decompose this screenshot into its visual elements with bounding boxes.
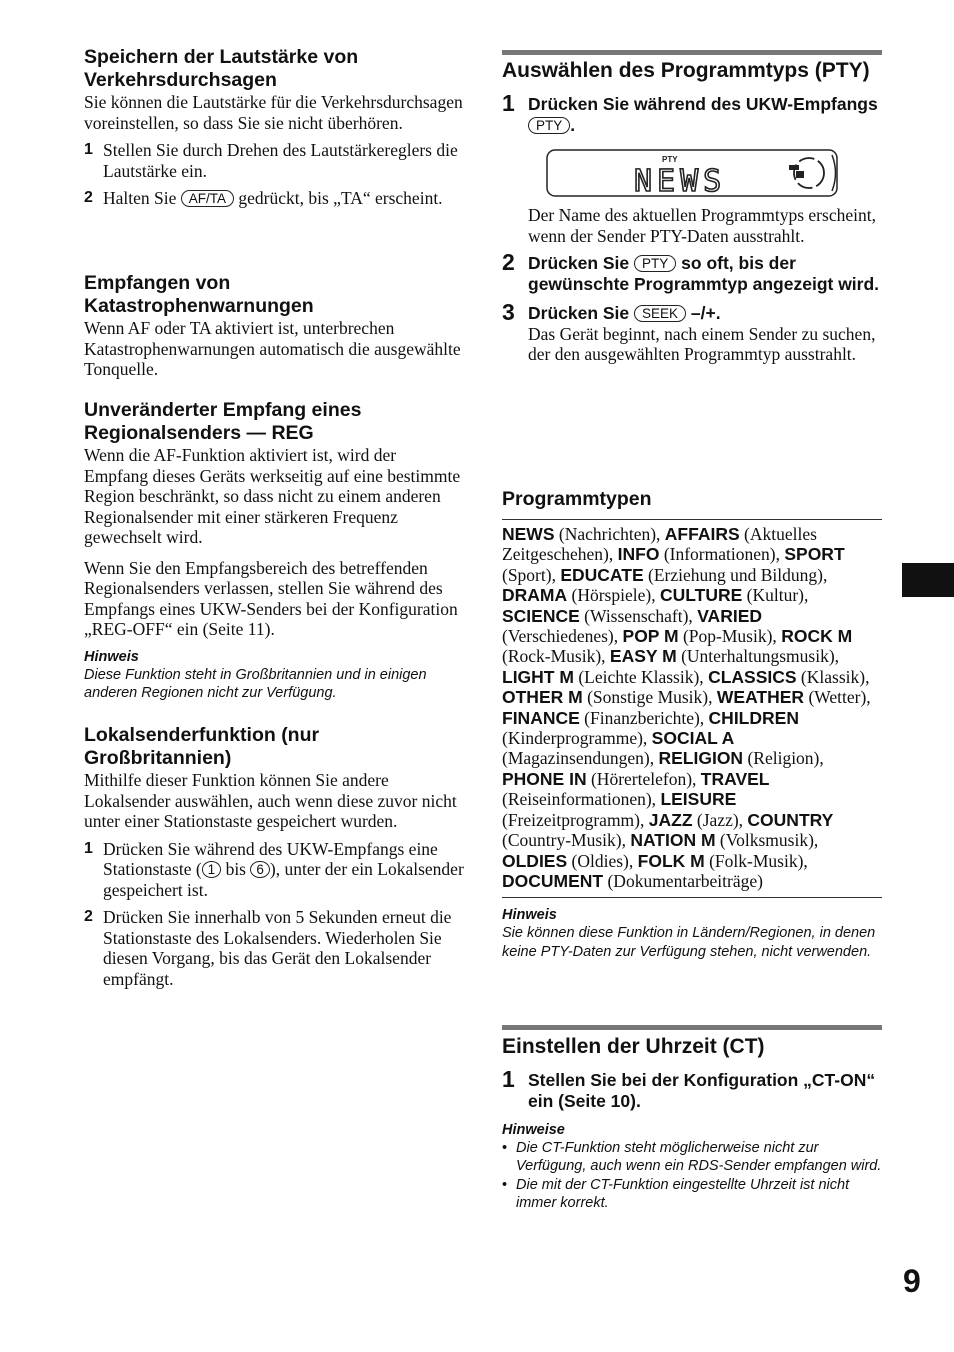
program-type-code: VARIED	[697, 605, 763, 626]
program-type-desc: (Jazz),	[692, 809, 748, 830]
note-text: Diese Funktion steht in Großbritannien und in einigen anderen Regionen nicht zur Verfügung.	[84, 666, 427, 701]
step-text-post: –/+.	[686, 303, 721, 323]
note-text: Die CT-Funktion steht möglicherweise nicht zur Verfügung, auch wenn ein RDS-Sender empfangen wird.	[516, 1140, 882, 1175]
program-type-code: TRAVEL	[700, 768, 770, 789]
program-type-desc: (Aktuelles Zeitgeschehen),	[502, 524, 817, 565]
program-type-code: SOCIAL A	[651, 728, 735, 749]
program-type-code: POP M	[622, 626, 679, 647]
step-number: 2	[502, 249, 515, 275]
note-bullet	[502, 1176, 882, 1213]
step-item	[502, 1066, 882, 1111]
program-type-desc: (Folk-Musik),	[704, 850, 808, 871]
step-number: 2	[84, 189, 93, 206]
program-type-code: AFFAIRS	[664, 524, 740, 544]
section-rule	[502, 1025, 882, 1030]
program-type-desc: (Reiseinformationen),	[502, 789, 661, 810]
af-ta-key: AF/TA	[181, 190, 234, 207]
step-item	[84, 839, 464, 901]
step-item	[84, 188, 464, 209]
step-number: 1	[84, 141, 93, 158]
step-item	[502, 249, 882, 294]
program-type-code: PHONE IN	[502, 768, 587, 789]
program-type-desc: (Wissenschaft),	[579, 605, 698, 626]
program-type-desc: (Hörertelefon),	[586, 768, 701, 789]
program-type-code: CHILDREN	[708, 707, 799, 728]
note-title: Hinweis	[502, 907, 557, 924]
section-ct	[502, 1034, 882, 1212]
program-type-code: FINANCE	[502, 707, 580, 728]
step-number: 1	[502, 90, 515, 116]
section-heading: Auswählen des Programmtyps (PTY)	[502, 59, 870, 82]
pty-key: PTY	[528, 117, 570, 134]
program-type-code: EASY M	[609, 646, 677, 667]
program-type-code: LEISURE	[660, 789, 737, 810]
program-type-desc: (Nachrichten),	[554, 524, 665, 544]
program-type-code: OTHER M	[502, 687, 583, 708]
section-program-types	[502, 488, 882, 961]
program-type-code: WEATHER	[716, 687, 805, 708]
program-type-list	[502, 520, 882, 897]
step-text-post: .	[570, 114, 576, 135]
program-type-desc: (Wetter),	[804, 687, 871, 708]
program-type-code: NEWS	[502, 524, 555, 544]
program-type-code: FOLK M	[637, 850, 705, 871]
step-text-post: so oft, bis der gewünschte Programmtyp angezeigt wird.	[528, 253, 880, 294]
program-type-desc: (Finanzberichte),	[579, 707, 709, 728]
section-local-seek	[84, 724, 464, 989]
program-type-desc: (Religion),	[743, 748, 824, 769]
step-item	[84, 907, 464, 989]
display-description: Der Name des aktuellen Programmtyps erscheint, wenn der Sender PTY-Daten ausstrahlt.	[528, 205, 876, 246]
program-type-code: ROCK M	[781, 626, 853, 647]
step-text: Stellen Sie bei der Konfiguration „CT-ON“ ein (Seite 10).	[528, 1070, 876, 1111]
program-type-code: CLASSICS	[708, 666, 797, 687]
program-type-desc: (Sport),	[502, 564, 561, 585]
section-heading: Einstellen der Uhrzeit (CT)	[502, 1035, 765, 1058]
section-rule	[502, 50, 882, 55]
step-item	[502, 90, 882, 135]
section-heading: Unveränderter Empfang eines Regionalsenders — REG	[84, 399, 362, 444]
step-text-c: ), unter der ein Lokalsender gespeichert ist.	[103, 859, 464, 900]
page-number: 9	[903, 1263, 921, 1299]
note-title: Hinweis	[84, 648, 139, 665]
program-type-desc: (Erziehung und Bildung),	[643, 564, 828, 585]
section-heading: Speichern der Lautstärke von Verkehrsdurchsagen	[84, 46, 359, 91]
section-traffic-volume	[84, 46, 464, 209]
section-body: Sie können die Lautstärke für die Verkehrsdurchsagen voreinstellen, so dass Sie sie nicht überhören.	[84, 92, 463, 133]
lcd-display	[546, 149, 838, 197]
display-text: NEWS	[634, 164, 727, 199]
section-reg	[84, 399, 464, 702]
seek-key: SEEK	[634, 305, 686, 322]
step-description: Das Gerät beginnt, nach einem Sender zu suchen, der den ausgewählten Programmtyp ausstrahlt.	[528, 323, 876, 364]
program-type-desc: (Pop-Musik),	[678, 626, 782, 647]
note-text: Sie können diese Funktion in Ländern/Regionen, in denen keine PTY-Daten zur Verfügung stehen, nicht verwenden.	[502, 925, 876, 960]
preset-6-key: 6	[250, 861, 270, 878]
program-type-desc: (Oldies),	[567, 850, 638, 871]
program-type-code: NATION M	[630, 830, 716, 851]
step-text-pre: Drücken Sie während des UKW-Empfangs	[528, 94, 878, 114]
program-type-desc: (Dokumentarbeiträge)	[603, 870, 763, 891]
section-disaster-warnings	[84, 272, 464, 380]
program-type-code: SCIENCE	[502, 605, 580, 626]
display-illustration	[546, 149, 840, 199]
note-text: Die mit der CT-Funktion eingestellte Uhrzeit ist nicht immer korrekt.	[516, 1176, 850, 1211]
program-type-desc: (Volksmusik),	[715, 830, 819, 851]
program-type-desc: (Rock-Musik),	[502, 646, 610, 667]
program-type-desc: (Hörspiele),	[567, 585, 660, 606]
divider	[502, 897, 882, 898]
program-type-desc: (Sonstige Musik),	[582, 687, 717, 708]
section-tab-marker	[902, 563, 954, 597]
step-item	[502, 299, 882, 365]
step-number: 3	[502, 299, 515, 325]
program-type-desc: (Unterhaltungsmusik),	[676, 646, 840, 667]
section-body: Mithilfe dieser Funktion können Sie andere Lokalsender auswählen, auch wenn diese zuvor nicht unter einer Stationstaste gespeichert wurden.	[84, 770, 457, 831]
bullet-icon: •	[502, 1176, 508, 1193]
step-text-pre: Drücken Sie	[528, 253, 635, 273]
step-text: Stellen Sie durch Drehen des Lautstärkereglers die Lautstärke ein.	[103, 140, 458, 181]
step-text: Drücken Sie innerhalb von 5 Sekunden erneut die Stationstaste des Lokalsenders. Wiederholen Sie diesen Vorgang, bis das Gerät den Lokalsender empfängt.	[103, 907, 452, 989]
section-body: Wenn die AF-Funktion aktiviert ist, wird der Empfang dieses Geräts werkseitig auf eine bestimmte Region beschränkt, so dass nicht zu einem anderen Regionalsender mit einer stärkeren Frequenz gewechselt wird.	[84, 445, 461, 547]
pty-key: PTY	[634, 255, 676, 272]
program-type-code: RELIGION	[658, 748, 744, 769]
step-text-pre: Drücken Sie	[528, 303, 635, 323]
program-type-desc: (Klassik),	[796, 666, 870, 687]
step-number: 2	[84, 908, 93, 925]
display-label: PTY	[662, 155, 678, 164]
section-body: Wenn Sie den Empfangsbereich des betreffenden Regionalsenders verlassen, stellen Sie während des Empfangs eines UKW-Senders bei der Konfiguration „REG-OFF“ ein (Seite 11).	[84, 557, 458, 639]
program-type-code: OLDIES	[502, 850, 568, 871]
program-type-code: DOCUMENT	[502, 870, 604, 891]
program-type-code: EDUCATE	[560, 564, 644, 585]
dial-icon	[789, 158, 824, 188]
step-text-b: bis	[221, 859, 251, 879]
step-text-a: Drücken Sie während des UKW-Empfangs eine Stationstaste (	[103, 838, 438, 879]
section-heading: Programmtypen	[502, 488, 652, 510]
step-number: 1	[502, 1066, 515, 1092]
step-item	[84, 140, 464, 181]
program-type-desc: (Freizeitprogramm),	[502, 809, 649, 830]
program-type-code: COUNTRY	[747, 809, 834, 830]
program-type-code: SPORT	[784, 544, 845, 565]
program-type-desc: (Verschiedenes),	[502, 626, 623, 647]
section-body: Wenn AF oder TA aktiviert ist, unterbrechen Katastrophenwarnungen automatisch die ausgewählte Tonquelle.	[84, 318, 461, 379]
note-title: Hinweise	[502, 1122, 565, 1138]
program-type-code: DRAMA	[502, 585, 568, 606]
step-text-pre: Halten Sie	[103, 188, 181, 208]
program-type-code: INFO	[617, 544, 660, 565]
note-bullet	[502, 1139, 882, 1176]
program-type-desc: (Kinderprogramme),	[502, 728, 652, 749]
program-type-desc: (Country-Musik),	[502, 830, 631, 851]
step-number: 1	[84, 839, 93, 857]
program-type-desc: (Leichte Klassik),	[573, 666, 709, 687]
bullet-icon: •	[502, 1140, 508, 1156]
section-heading: Lokalsenderfunktion (nur Großbritannien)	[84, 724, 320, 769]
program-type-code: JAZZ	[648, 809, 693, 830]
program-type-desc: (Kultur),	[742, 585, 809, 606]
program-type-desc: (Informationen),	[659, 544, 785, 565]
step-text-post: gedrückt, bis „TA“ erscheint.	[234, 188, 443, 208]
program-type-code: LIGHT M	[502, 666, 574, 687]
preset-1-key: 1	[202, 861, 222, 878]
program-type-desc: (Magazinsendungen),	[502, 748, 659, 769]
program-type-code: CULTURE	[659, 585, 743, 606]
section-heading: Empfangen von Katastrophenwarnungen	[84, 272, 314, 317]
section-pty	[502, 58, 882, 365]
